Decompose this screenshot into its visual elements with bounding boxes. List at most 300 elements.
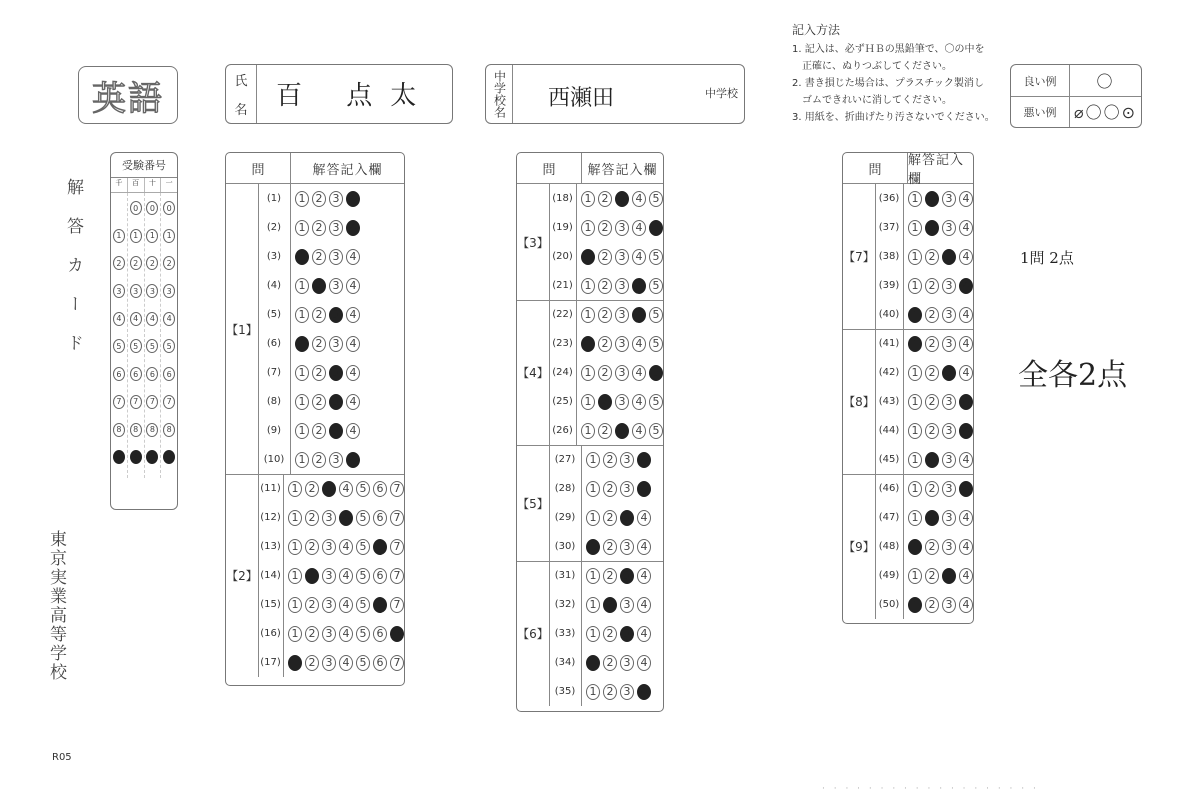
answer-bubble[interactable]: 2 — [603, 597, 617, 613]
answer-bubble[interactable]: 6 — [373, 568, 387, 584]
question-number: (14) — [258, 561, 284, 590]
question-row — [875, 387, 973, 416]
exam-digit-bubble[interactable]: 4 — [113, 312, 125, 326]
answer-bubble[interactable]: 2 — [598, 191, 612, 207]
answer-bubble[interactable]: 1 — [908, 365, 922, 381]
answer-bubble[interactable]: 3 — [942, 249, 956, 265]
question-row — [875, 184, 973, 213]
answer-bubble[interactable]: 4 — [637, 597, 651, 613]
answer-bubble[interactable]: 3 — [322, 539, 336, 555]
answer-bubble[interactable]: 1 — [288, 568, 302, 584]
answer-section — [226, 184, 404, 475]
answer-bubble[interactable]: 4 — [637, 510, 651, 526]
answer-bubble[interactable]: 3 — [942, 336, 956, 352]
answer-bubble[interactable]: 1 — [288, 626, 302, 642]
answer-bubble[interactable]: 2 — [312, 307, 326, 323]
answer-bubble[interactable]: 4 — [339, 626, 353, 642]
answer-bubble[interactable]: 1 — [295, 220, 309, 236]
answer-bubble[interactable]: 3 — [620, 568, 634, 584]
answer-bubble[interactable]: 6 — [373, 597, 387, 613]
answer-bubble[interactable]: 2 — [925, 249, 939, 265]
answer-bubble[interactable]: 1 — [586, 568, 600, 584]
answer-bubble[interactable]: 5 — [356, 655, 370, 671]
answer-bubble[interactable]: 5 — [649, 307, 663, 323]
question-row — [549, 329, 663, 358]
answer-bubble[interactable]: 1 — [908, 423, 922, 439]
name-field[interactable] — [225, 64, 453, 124]
question-row — [549, 300, 663, 329]
answer-bubble[interactable]: 2 — [598, 336, 612, 352]
answer-bubble[interactable]: 3 — [942, 539, 956, 555]
answer-bubble[interactable]: 4 — [637, 655, 651, 671]
exam-digit-bubble[interactable]: 1 — [130, 229, 142, 243]
answer-bubble[interactable]: 4 — [632, 307, 646, 323]
answer-bubble[interactable]: 5 — [649, 423, 663, 439]
answer-bubble[interactable]: 2 — [925, 394, 939, 410]
answer-bubble[interactable]: 3 — [329, 220, 343, 236]
answer-bubble[interactable]: 4 — [959, 307, 973, 323]
answer-bubble[interactable]: 4 — [959, 365, 973, 381]
answer-bubble[interactable]: 4 — [959, 452, 973, 468]
answer-bubble[interactable]: 1 — [908, 568, 922, 584]
answer-bubble[interactable]: 2 — [312, 394, 326, 410]
answer-bubble[interactable]: 6 — [373, 539, 387, 555]
exam-digit-bubble[interactable]: 1 — [146, 229, 158, 243]
answer-bubble[interactable]: 2 — [925, 597, 939, 613]
answer-bubble[interactable]: 4 — [632, 191, 646, 207]
answer-bubble[interactable]: 2 — [312, 336, 326, 352]
answer-bubble[interactable]: 1 — [288, 539, 302, 555]
answer-bubble[interactable]: 2 — [312, 220, 326, 236]
answer-bubble[interactable]: 4 — [637, 626, 651, 642]
school-field[interactable] — [485, 64, 745, 124]
answer-bubble[interactable]: 1 — [295, 249, 309, 265]
question-row — [549, 532, 663, 561]
answer-bubble[interactable]: 3 — [615, 365, 629, 381]
exam-digit-bubble[interactable]: 6 — [146, 367, 158, 381]
exam-digit-bubble[interactable]: 6 — [130, 367, 142, 381]
answer-bubble[interactable]: 4 — [339, 655, 353, 671]
answer-bubble[interactable]: 4 — [959, 539, 973, 555]
answer-bubble[interactable]: 2 — [925, 365, 939, 381]
exam-digit-bubble[interactable]: 3 — [146, 284, 158, 298]
question-number: (49) — [875, 561, 904, 590]
answer-bubble[interactable]: 3 — [620, 626, 634, 642]
answer-bubble[interactable]: 3 — [942, 597, 956, 613]
answer-bubble[interactable]: 4 — [959, 191, 973, 207]
exam-digit-bubble[interactable]: 2 — [163, 256, 175, 270]
answer-bubble[interactable]: 2 — [925, 423, 939, 439]
exam-digit-bubble[interactable]: 7 — [163, 395, 175, 409]
answer-bubble[interactable]: 2 — [603, 684, 617, 700]
answer-bubble[interactable]: 3 — [620, 597, 634, 613]
exam-number-grid[interactable] — [110, 152, 178, 510]
answer-bubble[interactable]: 3 — [942, 220, 956, 236]
answer-bubble[interactable]: 2 — [925, 191, 939, 207]
answer-bubble[interactable]: 4 — [632, 394, 646, 410]
answer-bubble[interactable]: 2 — [925, 481, 939, 497]
answer-bubble[interactable]: 4 — [632, 365, 646, 381]
exam-digit-bubble[interactable]: 4 — [146, 312, 158, 326]
answer-bubble[interactable]: 4 — [632, 278, 646, 294]
answer-bubble[interactable]: 5 — [649, 249, 663, 265]
answer-bubble[interactable]: 2 — [603, 481, 617, 497]
exam-digit-bubble[interactable]: 8 — [146, 423, 158, 437]
answer-bubble[interactable]: 4 — [346, 423, 360, 439]
answer-bubble[interactable]: 3 — [942, 394, 956, 410]
answer-bubble[interactable]: 5 — [356, 597, 370, 613]
answer-bubble[interactable]: 7 — [390, 510, 404, 526]
answer-bubble[interactable]: 2 — [603, 655, 617, 671]
answer-bubble[interactable]: 2 — [925, 336, 939, 352]
exam-digit-bubble[interactable]: 0 — [130, 201, 142, 215]
answer-bubble[interactable]: 1 — [581, 307, 595, 323]
answer-bubble[interactable]: 7 — [390, 655, 404, 671]
question-number: (43) — [875, 387, 904, 416]
answer-bubble[interactable]: 4 — [339, 510, 353, 526]
bad-example-label: 悪い例 — [1011, 96, 1070, 127]
answer-bubble[interactable]: 3 — [615, 191, 629, 207]
answer-bubble[interactable]: 2 — [598, 365, 612, 381]
exam-digit-bubble[interactable]: 9 — [130, 450, 142, 464]
answer-bubble[interactable]: 4 — [959, 510, 973, 526]
answer-bubble[interactable]: 4 — [959, 423, 973, 439]
answer-bubble[interactable]: 1 — [581, 423, 595, 439]
answer-bubble[interactable]: 4 — [339, 539, 353, 555]
answer-bubble[interactable]: 3 — [942, 191, 956, 207]
answer-bubble[interactable]: 5 — [356, 626, 370, 642]
question-row — [875, 590, 973, 619]
answer-bubble[interactable]: 1 — [288, 655, 302, 671]
answer-bubble[interactable]: 2 — [312, 423, 326, 439]
answer-bubble[interactable]: 3 — [620, 510, 634, 526]
answer-bubble[interactable]: 2 — [603, 626, 617, 642]
answer-bubble[interactable]: 3 — [329, 452, 343, 468]
exam-digit-bubble[interactable]: 7 — [130, 395, 142, 409]
answer-bubble[interactable]: 1 — [908, 510, 922, 526]
answer-bubble[interactable]: 5 — [356, 539, 370, 555]
answer-bubble[interactable]: 3 — [615, 336, 629, 352]
answer-bubble[interactable]: 3 — [322, 597, 336, 613]
question-number: (40) — [875, 300, 904, 329]
answer-bubble[interactable]: 2 — [598, 249, 612, 265]
exam-digit-bubble[interactable]: 9 — [146, 450, 158, 464]
answer-bubble[interactable]: 3 — [620, 452, 634, 468]
answer-bubble[interactable]: 2 — [925, 510, 939, 526]
answer-bubble[interactable]: 3 — [620, 539, 634, 555]
exam-digit-bubble[interactable]: 4 — [163, 312, 175, 326]
instructions-line: 2. 書き損じた場合は、プラスチック製消し — [792, 78, 984, 89]
answer-bubble[interactable]: 7 — [390, 539, 404, 555]
question-row — [258, 387, 404, 416]
answer-bubble[interactable]: 1 — [288, 481, 302, 497]
answer-bubble[interactable]: 1 — [586, 597, 600, 613]
answer-bubble[interactable]: 2 — [312, 452, 326, 468]
answer-bubble[interactable]: 5 — [649, 220, 663, 236]
answer-bubble[interactable]: 3 — [329, 336, 343, 352]
answer-bubble[interactable]: 1 — [586, 510, 600, 526]
answer-bubble[interactable]: 4 — [346, 452, 360, 468]
answer-bubble[interactable]: 4 — [637, 481, 651, 497]
answer-bubble[interactable]: 7 — [390, 568, 404, 584]
answer-bubble[interactable]: 5 — [356, 481, 370, 497]
answer-bubble[interactable]: 3 — [942, 452, 956, 468]
answer-bubble[interactable]: 3 — [322, 655, 336, 671]
answer-bubble[interactable]: 1 — [581, 249, 595, 265]
section-label: 【4】 — [517, 300, 550, 445]
answer-bubble[interactable]: 1 — [295, 365, 309, 381]
exam-digit-bubble[interactable]: 2 — [130, 256, 142, 270]
answer-bubble[interactable]: 4 — [959, 220, 973, 236]
answer-bubble[interactable]: 5 — [649, 278, 663, 294]
answer-bubble[interactable]: 3 — [322, 568, 336, 584]
answer-bubble[interactable]: 1 — [908, 307, 922, 323]
answer-bubble[interactable]: 2 — [925, 452, 939, 468]
answer-bubble[interactable]: 1 — [581, 278, 595, 294]
answer-bubble[interactable]: 4 — [346, 365, 360, 381]
header-answer: 解答記入欄 — [312, 162, 383, 178]
answer-bubble[interactable]: 2 — [598, 394, 612, 410]
answer-bubble[interactable]: 2 — [305, 568, 319, 584]
exam-digit-bubble[interactable]: 8 — [113, 423, 125, 437]
answer-bubble[interactable]: 1 — [908, 539, 922, 555]
answer-bubble[interactable]: 3 — [329, 365, 343, 381]
answer-bubble[interactable]: 3 — [615, 220, 629, 236]
answer-bubble[interactable]: 4 — [346, 307, 360, 323]
question-number: (24) — [549, 358, 577, 387]
answer-bubble[interactable]: 1 — [586, 452, 600, 468]
answer-bubble[interactable]: 2 — [925, 220, 939, 236]
answer-bubble[interactable]: 5 — [649, 394, 663, 410]
exam-digit-bubble[interactable]: 0 — [146, 201, 158, 215]
answer-bubble[interactable]: 2 — [305, 626, 319, 642]
answer-bubble[interactable]: 1 — [295, 191, 309, 207]
exam-digit-bubble[interactable]: 6 — [113, 367, 125, 381]
question-row — [549, 561, 663, 590]
answer-bubble[interactable]: 1 — [288, 597, 302, 613]
answer-bubble[interactable]: 4 — [959, 278, 973, 294]
answer-bubble[interactable]: 1 — [908, 394, 922, 410]
exam-digit-bubble[interactable]: 1 — [113, 229, 125, 243]
answer-bubble[interactable]: 2 — [925, 539, 939, 555]
answer-bubble[interactable]: 5 — [649, 365, 663, 381]
answer-bubble[interactable]: 4 — [346, 394, 360, 410]
answer-bubble[interactable]: 2 — [305, 539, 319, 555]
answer-bubble[interactable]: 4 — [637, 568, 651, 584]
answer-bubble[interactable]: 3 — [322, 481, 336, 497]
answer-bubble[interactable]: 1 — [295, 394, 309, 410]
answer-bubble[interactable]: 1 — [581, 191, 595, 207]
answer-bubble[interactable]: 2 — [925, 278, 939, 294]
answer-bubble[interactable]: 1 — [581, 220, 595, 236]
answer-bubble[interactable]: 1 — [288, 510, 302, 526]
answer-bubble[interactable]: 4 — [959, 481, 973, 497]
answer-bubble[interactable]: 3 — [329, 249, 343, 265]
answer-bubble[interactable]: 1 — [908, 249, 922, 265]
answer-bubble[interactable]: 2 — [603, 539, 617, 555]
exam-digit-bubble[interactable]: 9 — [163, 450, 175, 464]
exam-digit-bubble[interactable]: 5 — [146, 339, 158, 353]
answer-bubble[interactable]: 2 — [312, 191, 326, 207]
answer-bubble[interactable]: 1 — [581, 336, 595, 352]
exam-digit-bubble[interactable]: 5 — [130, 339, 142, 353]
answer-bubble[interactable]: 7 — [390, 597, 404, 613]
exam-digit-bubble[interactable]: 5 — [163, 339, 175, 353]
answer-bubble[interactable]: 3 — [322, 626, 336, 642]
answer-bubble[interactable]: 3 — [329, 191, 343, 207]
answer-bubble[interactable]: 2 — [925, 307, 939, 323]
answer-bubble[interactable]: 2 — [305, 597, 319, 613]
answer-bubble[interactable]: 6 — [373, 626, 387, 642]
answer-bubble[interactable]: 3 — [615, 278, 629, 294]
answer-bubble[interactable]: 4 — [339, 568, 353, 584]
answer-bubble[interactable]: 2 — [312, 249, 326, 265]
answer-bubble[interactable]: 6 — [373, 510, 387, 526]
answer-bubble[interactable]: 6 — [373, 655, 387, 671]
answer-bubble[interactable]: 6 — [373, 481, 387, 497]
answer-bubble[interactable]: 1 — [908, 481, 922, 497]
answer-bubble[interactable]: 1 — [908, 336, 922, 352]
exam-digit-bubble[interactable]: 1 — [163, 229, 175, 243]
answer-bubble[interactable]: 4 — [632, 220, 646, 236]
answer-bubble[interactable]: 4 — [959, 394, 973, 410]
answer-bubble[interactable]: 4 — [346, 191, 360, 207]
exam-digit-bubble[interactable]: 0 — [163, 201, 175, 215]
answer-bubble[interactable]: 1 — [295, 307, 309, 323]
answer-bubble[interactable]: 3 — [615, 307, 629, 323]
answer-bubble[interactable]: 3 — [322, 510, 336, 526]
answer-bubble[interactable]: 3 — [615, 394, 629, 410]
answer-bubble[interactable]: 3 — [942, 481, 956, 497]
answer-bubble[interactable]: 3 — [329, 423, 343, 439]
answer-bubble[interactable]: 4 — [632, 423, 646, 439]
answer-bubble[interactable]: 2 — [312, 278, 326, 294]
answer-bubble[interactable]: 2 — [305, 510, 319, 526]
section-label: 【7】 — [843, 184, 876, 329]
answer-bubble[interactable]: 3 — [942, 510, 956, 526]
answer-bubble[interactable]: 3 — [329, 394, 343, 410]
answer-bubble[interactable]: 1 — [295, 278, 309, 294]
answer-bubble[interactable]: 5 — [649, 191, 663, 207]
answer-bubble[interactable]: 3 — [615, 249, 629, 265]
answer-bubble[interactable]: 3 — [615, 423, 629, 439]
exam-digit-bubble[interactable]: 7 — [113, 395, 125, 409]
answer-bubble[interactable]: 1 — [586, 655, 600, 671]
exam-digit-bubble[interactable]: 8 — [130, 423, 142, 437]
answer-bubble[interactable]: 1 — [908, 220, 922, 236]
answer-bubble[interactable]: 1 — [581, 394, 595, 410]
answer-bubble[interactable]: 4 — [959, 568, 973, 584]
answer-bubble[interactable]: 3 — [329, 307, 343, 323]
answer-bubble[interactable]: 1 — [908, 597, 922, 613]
answer-bubble[interactable]: 5 — [356, 568, 370, 584]
exam-digit-bubble[interactable]: 6 — [163, 367, 175, 381]
question-number: (39) — [875, 271, 904, 300]
answer-bubble[interactable]: 2 — [305, 481, 319, 497]
answer-bubble[interactable]: 3 — [942, 423, 956, 439]
answer-bubble[interactable]: 1 — [581, 365, 595, 381]
question-number: (22) — [549, 300, 577, 329]
answer-bubble[interactable]: 5 — [649, 336, 663, 352]
answer-bubble[interactable]: 4 — [346, 278, 360, 294]
answer-bubble[interactable]: 2 — [598, 220, 612, 236]
answer-bubble[interactable]: 4 — [959, 336, 973, 352]
exam-digit-bubble[interactable]: 2 — [113, 256, 125, 270]
answer-bubble[interactable]: 4 — [959, 597, 973, 613]
answer-bubble[interactable]: 1 — [586, 626, 600, 642]
exam-digit-bubble[interactable]: 4 — [130, 312, 142, 326]
question-row — [258, 416, 404, 445]
exam-digit-bubble[interactable]: 2 — [146, 256, 158, 270]
answer-bubble[interactable]: 7 — [390, 481, 404, 497]
answer-bubble[interactable]: 4 — [346, 249, 360, 265]
answer-bubble[interactable]: 3 — [620, 655, 634, 671]
answer-bubble[interactable]: 4 — [346, 220, 360, 236]
answer-bubble[interactable]: 7 — [390, 626, 404, 642]
question-number: (16) — [258, 619, 284, 648]
answer-bubble[interactable]: 2 — [603, 510, 617, 526]
answer-bubble[interactable]: 2 — [603, 452, 617, 468]
answer-bubble[interactable]: 1 — [908, 191, 922, 207]
answer-bubble[interactable]: 3 — [620, 481, 634, 497]
question-number: (13) — [258, 532, 284, 561]
answer-bubble[interactable]: 3 — [942, 568, 956, 584]
answer-bubble[interactable]: 3 — [942, 278, 956, 294]
exam-digit-bubble[interactable]: 3 — [163, 284, 175, 298]
answer-bubble[interactable]: 4 — [632, 336, 646, 352]
answer-bubble[interactable]: 1 — [586, 684, 600, 700]
answer-bubble[interactable]: 4 — [637, 452, 651, 468]
question-row — [258, 590, 404, 619]
answer-bubble[interactable]: 2 — [312, 365, 326, 381]
section-label: 【3】 — [517, 184, 550, 300]
answer-bubble[interactable]: 1 — [908, 452, 922, 468]
answer-bubble[interactable]: 5 — [356, 510, 370, 526]
answer-bubble[interactable]: 4 — [339, 481, 353, 497]
answer-bubble[interactable]: 2 — [603, 568, 617, 584]
answer-bubble[interactable]: 3 — [329, 278, 343, 294]
answer-bubble[interactable]: 1 — [586, 481, 600, 497]
exam-digit-bubble[interactable]: 5 — [113, 339, 125, 353]
answer-bubble[interactable]: 1 — [295, 336, 309, 352]
answer-bubble[interactable]: 1 — [295, 423, 309, 439]
question-row — [258, 271, 404, 300]
answer-bubble[interactable]: 1 — [586, 539, 600, 555]
answer-bubble[interactable]: 2 — [598, 307, 612, 323]
answer-bubble[interactable]: 3 — [942, 307, 956, 323]
answer-bubble[interactable]: 4 — [339, 597, 353, 613]
answer-bubble[interactable]: 2 — [305, 655, 319, 671]
answer-bubble[interactable]: 2 — [925, 568, 939, 584]
question-number: (32) — [549, 590, 582, 619]
answer-bubble[interactable]: 4 — [959, 249, 973, 265]
answer-bubble[interactable]: 4 — [637, 684, 651, 700]
answer-bubble[interactable]: 4 — [346, 336, 360, 352]
answer-bubble[interactable]: 3 — [620, 684, 634, 700]
exam-digit-bubble[interactable]: 3 — [130, 284, 142, 298]
answer-bubble[interactable]: 3 — [942, 365, 956, 381]
exam-digit-bubble[interactable]: 3 — [113, 284, 125, 298]
answer-bubble[interactable]: 4 — [632, 249, 646, 265]
exam-digit-bubble[interactable]: 7 — [146, 395, 158, 409]
exam-digit-bubble[interactable]: 8 — [163, 423, 175, 437]
exam-digit-bubble[interactable]: 9 — [113, 450, 125, 464]
answer-bubble[interactable]: 1 — [908, 278, 922, 294]
answer-bubble[interactable]: 2 — [598, 423, 612, 439]
answer-bubble[interactable]: 4 — [637, 539, 651, 555]
answer-bubble[interactable]: 1 — [295, 452, 309, 468]
answer-bubble[interactable]: 2 — [598, 278, 612, 294]
